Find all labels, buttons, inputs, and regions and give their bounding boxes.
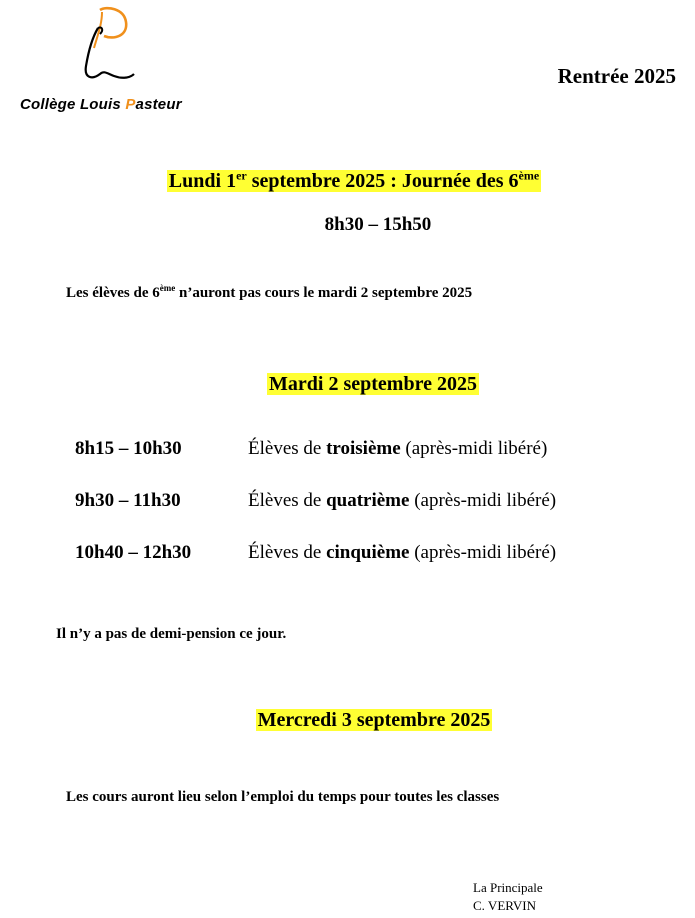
school-name: Collège Louis Pasteur bbox=[20, 96, 182, 113]
schedule-time: 10h40 – 12h30 bbox=[75, 542, 192, 563]
day1-note: Les élèves de 6ème n’auront pas cours le mardi 2 septembre 2025 bbox=[66, 283, 473, 301]
schedule-desc: Élèves de troisième (après-midi libéré) bbox=[248, 438, 548, 459]
day2-heading: Mardi 2 septembre 2025 bbox=[269, 373, 477, 395]
day1-heading: Lundi 1er septembre 2025 : Journée des 6ème bbox=[168, 168, 540, 192]
signature-name: C. VERVIN bbox=[473, 898, 537, 913]
schedule-desc: Élèves de quatrième (après-midi libéré) bbox=[248, 490, 557, 511]
day3-note: Les cours auront lieu selon l’emploi du temps pour toutes les classes bbox=[66, 789, 500, 805]
school-name-accent: P bbox=[125, 96, 136, 113]
schedule-row bbox=[75, 490, 556, 512]
schedule-time: 8h15 – 10h30 bbox=[75, 438, 182, 459]
school-logo-icon bbox=[78, 4, 138, 86]
schedule-desc: Élèves de cinquième (après-midi libéré) bbox=[248, 542, 557, 563]
schedule-row bbox=[75, 438, 547, 460]
schedule-row bbox=[75, 542, 556, 564]
signature-role: La Principale bbox=[473, 880, 543, 895]
document-title: Rentrée 2025 bbox=[557, 64, 676, 88]
day2-note: Il n’y a pas de demi-pension ce jour. bbox=[56, 626, 287, 642]
day3-heading: Mercredi 3 septembre 2025 bbox=[257, 709, 491, 731]
day1-hours: 8h30 – 15h50 bbox=[324, 214, 432, 235]
schedule-time: 9h30 – 11h30 bbox=[75, 490, 181, 511]
